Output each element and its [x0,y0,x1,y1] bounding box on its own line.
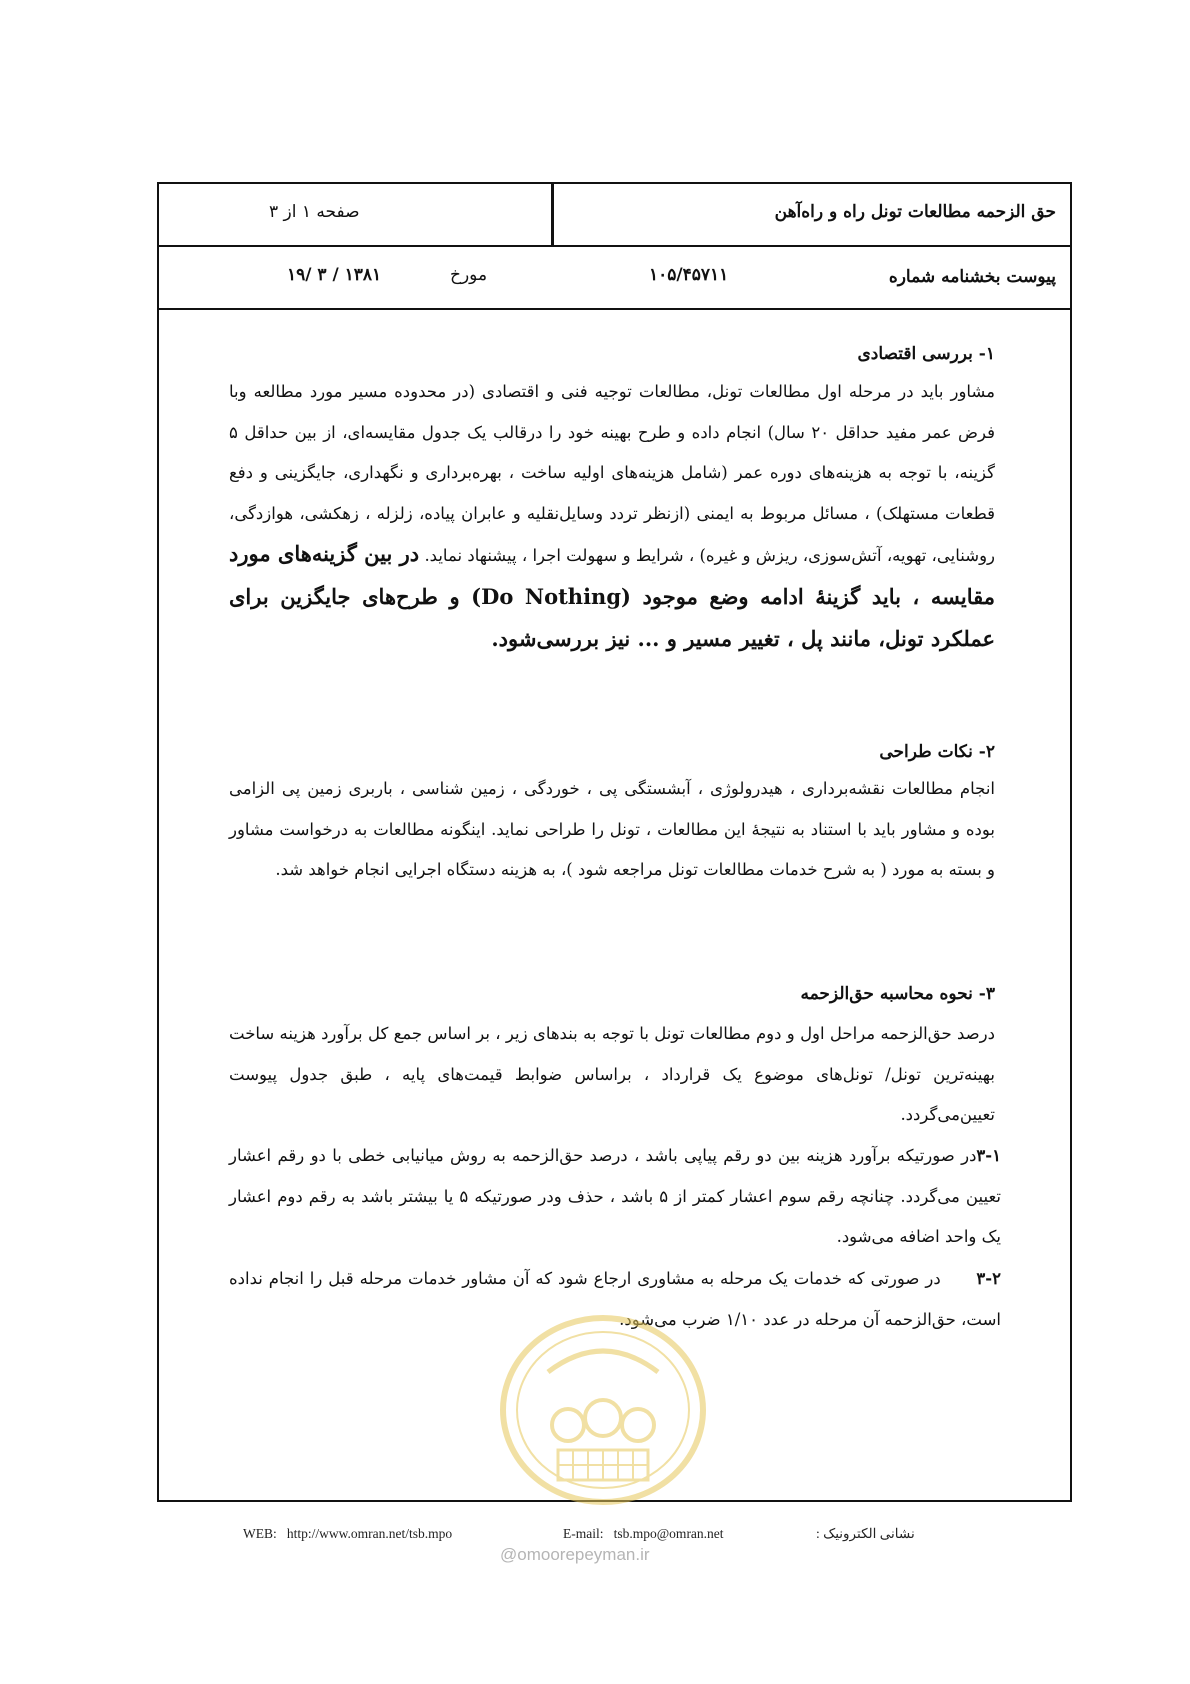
section-1-text: مشاور باید در مرحله اول مطالعات تونل، مطالعات توجیه فنی و اقتصادی (در محدوده مسیر مورد مطالعه وبا فرض عمر مفید حداقل ۲۰ سال) انجام داده و طرح بهینه خود را درقالب یک جدول مقایسه‌ای، از بین حداقل ۵ گزینه، با توجه به هزینه‌های دوره عمر (شامل هزینه‌های اولیه ساخت ، بهره‌برداری و نگهداری، جایگزینی و دفع قطعات مستهلک) ، مسائل مربوط به ایمنی (ازنظر تردد وسایل‌نقلیه و عابران پیاده، زلزله ، زهکشی، هوازدگی، روشنایی، تهویه، آتش‌سوزی، ریزش و غیره) ، شرایط و سهولت اجرا ، پیشنهاد نماید. [229,382,996,565]
footer-address-label: نشانی الکترونیک : [816,1526,915,1541]
header-divider [551,184,554,247]
footer-email-link[interactable]: tsb.mpo@omran.net [613,1526,724,1541]
section-3-title: ۳- نحوه محاسبه حق‌الزحمه [800,984,995,1004]
section-2-paragraph: انجام مطالعات نقشه‌برداری ، هیدرولوژی ، آبشستگی پی ، خوردگی ، زمین شناسی ، باربری زمین پی الزامی بوده و مشاور باید با استناد به نتیجهٔ این مطالعات ، تونل را طراحی نماید. اینگونه مطالعات به درخواست مشاور و بسته به مورد ( به شرح خدمات مطالعات تونل مراجعه شود )، به هزینه دستگاه اجرایی انجام خواهد شد. [229,779,995,879]
date-label: مورخ [450,265,488,285]
page-indicator: صفحه ۱ از ۳ [269,202,360,222]
item-3-1-text: در صورتیکه برآورد هزینه بین دو رقم پیاپی باشد ، درصد حق‌الزحمه به روش میانیابی خطی با دو رقم اعشار تعیین می‌گردد. چنانچه رقم سوم اعشار کمتر از ۵ باشد ، حذف ودر صورتیکه ۵ یا بیشتر باشد به رقم دوم اعشار یک واحد اضافه می‌شود. [229,1146,1002,1246]
section-3-paragraph: درصد حق‌الزحمه مراحل اول و دوم مطالعات تونل با توجه به بندهای زیر ، بر اساس جمع کل برآورد هزینه ساخت بهینه‌ترین تونل/ تونل‌های موضوع یک قرارداد ، براساس ضوابط قیمت‌های پایه ، طبق جدول پیوست تعیین‌می‌گردد. [229,1024,995,1124]
footer-web-label: WEB: [243,1526,277,1541]
item-3-2-number: ۳-۲ [976,1269,1001,1288]
document-frame [157,182,1072,1502]
footer-web-link[interactable]: http://www.omran.net/tsb.mpo [286,1526,453,1541]
item-3-1-number: ۳-۱ [976,1146,1001,1165]
document-title: حق الزحمه مطالعات تونل راه و راه‌آهن [774,202,1056,222]
section-2-title: ۲- نکات طراحی [879,742,995,762]
watermark-seal-icon [488,1310,718,1510]
circular-date: ۱۳۸۱ / ۳ /۱۹ [287,265,382,285]
header-row-reference [159,247,1070,310]
item-3-2-text: در صورتی که خدمات یک مرحله به مشاوری ارجاع شود که آن مشاور خدمات مرحله قبل را انجام نداده است، حق‌الزحمه آن مرحله در عدد ۱/۱۰ ضرب می‌شود. [229,1269,1001,1329]
section-1-title: ۱- بررسی اقتصادی [857,344,995,364]
section-1-bold-text: در بین گزینه‌های مورد مقایسه ، باید گزینهٔ ادامه وضع موجود (Do Nothing) و طرح‌های جایگزین برای عملکرد تونل، مانند پل ، تغییر مسیر و ... نیز بررسی‌شود. [229,541,995,651]
attachment-label: پیوست بخشنامه شماره [888,267,1056,287]
header-row-title [159,184,1070,247]
section-1-paragraph [229,372,995,662]
section-3-item-1 [229,1136,1001,1258]
watermark-site-text: @omoorepeyman.ir [500,1545,650,1564]
footer-web [243,1526,452,1542]
circular-number: ۱۰۵/۴۵۷۱۱ [649,265,729,285]
footer-email-label: E-mail: [563,1526,604,1541]
footer-email [563,1526,724,1542]
